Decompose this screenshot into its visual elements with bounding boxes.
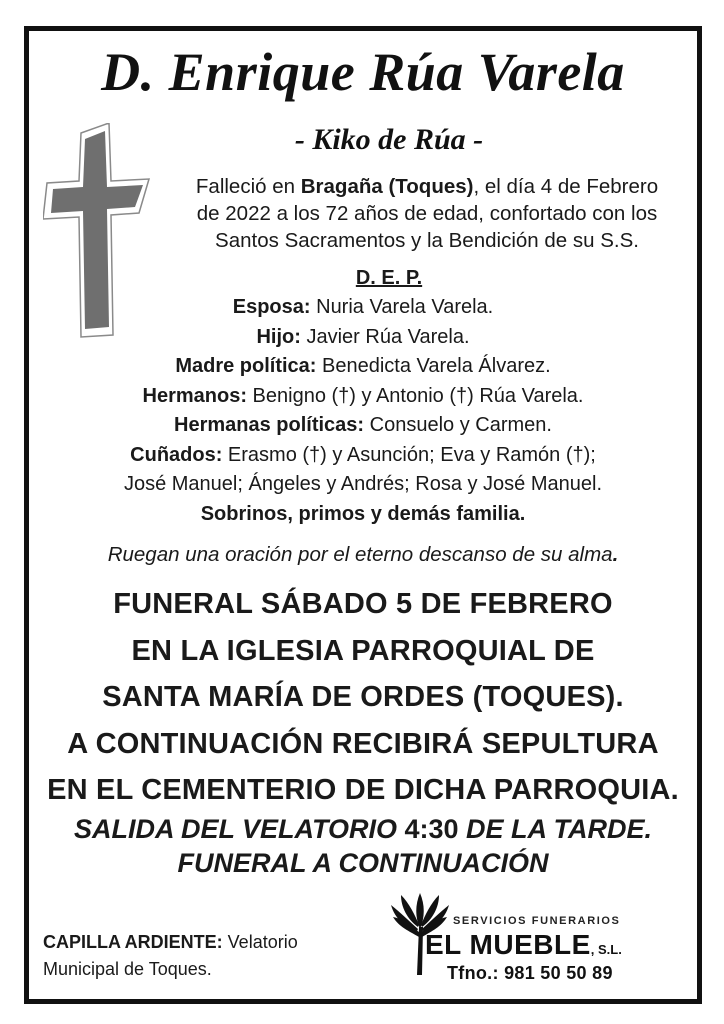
logo-tagline: SERVICIOS FUNERARIOS: [453, 915, 621, 927]
family-row: Esposa: Nuria Varela Varela.: [232, 296, 494, 318]
chapel-info: CAPILLA ARDIENTE: Velatorio Municipal de Toques.: [43, 932, 298, 979]
departure-line-1: SALIDA DEL VELATORIO 4:30 DE LA TARDE.: [73, 814, 653, 844]
obituary-frame: [24, 26, 702, 1004]
family-row: Hijo: Javier Rúa Varela.: [256, 325, 470, 348]
departure-time: 4:30: [404, 814, 459, 844]
family-row: Sobrinos, primos y demás familia.: [200, 502, 526, 525]
deceased-name: D. Enrique Rúa Varela: [101, 42, 625, 102]
deceased-nickname: - Kiko de Rúa -: [294, 123, 484, 156]
funeral-line: A CONTINUACIÓN RECIBIRÁ SEPULTURA: [67, 727, 659, 760]
dep-heading: D. E. P.: [355, 267, 423, 289]
funeral-details: [29, 581, 697, 814]
family-row: Hermanos: Benigno (†) y Antonio (†) Rúa Varela.: [142, 384, 584, 407]
death-announcement: [157, 173, 697, 254]
funeral-line: SANTA MARÍA DE ORDES (TOQUES).: [102, 681, 624, 713]
intro-line-2: de 2022 a los 72 años de edad, confortado con los: [196, 202, 658, 225]
funeral-line: FUNERAL SÁBADO 5 DE FEBRERO: [113, 588, 613, 620]
departure-details: [29, 812, 697, 880]
logo-name: EL MUEBLE, S.L.: [425, 929, 622, 960]
funeral-line: EN LA IGLESIA PARROQUIAL DE: [131, 634, 595, 667]
family-row: José Manuel; Ángeles y Andrés; Rosa y José Manuel.: [123, 473, 603, 495]
intro-line-1: Falleció en Bragaña (Toques), el día 4 de Febrero: [195, 175, 659, 198]
family-list: [29, 293, 697, 529]
death-place: Bragaña (Toques): [300, 175, 474, 198]
departure-line-2: FUNERAL A CONTINUACIÓN: [177, 848, 549, 878]
logo-phone: Tfno.: 981 50 50 89: [447, 963, 613, 983]
intro-line-3: Santos Sacramentos y la Bendición de su S.S.: [215, 229, 639, 252]
prayer-request: Ruegan una oración por el eterno descanso de su alma.: [107, 543, 619, 566]
funeral-line: EN EL CEMENTERIO DE DICHA PARROQUIA.: [47, 774, 679, 806]
family-row: Cuñados: Erasmo (†) y Asunción; Eva y Ramón (†);: [130, 443, 596, 466]
funeral-home-logo: [389, 887, 689, 987]
family-row: Hermanas políticas: Consuelo y Carmen.: [174, 414, 552, 436]
family-row: Madre política: Benedicta Varela Álvarez.: [175, 355, 551, 377]
